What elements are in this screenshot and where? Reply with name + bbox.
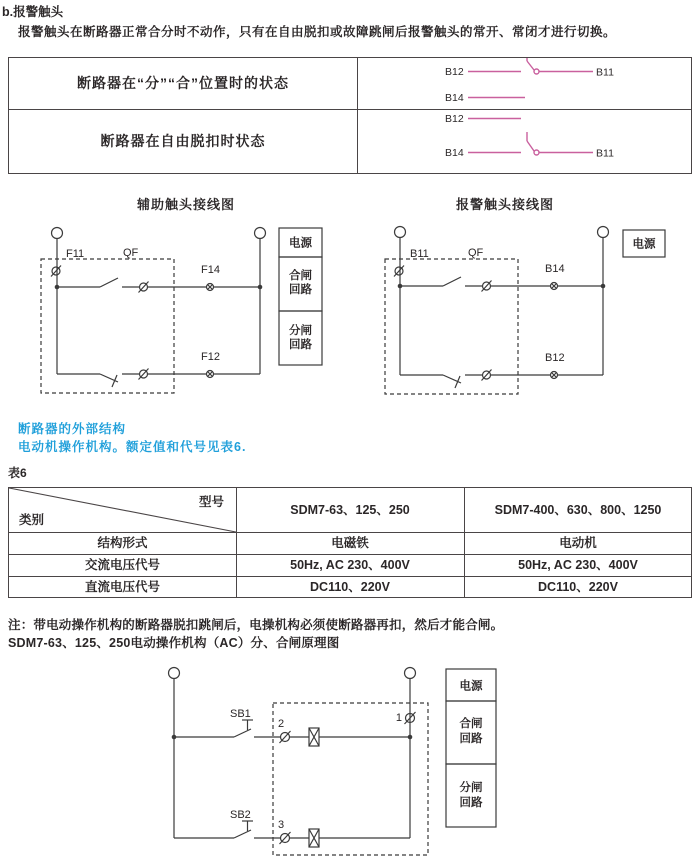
pushbutton-sb2-icon	[234, 821, 253, 838]
alarm-contact-open-state-icon	[468, 58, 593, 98]
alarm-contact-tripped-state-icon	[468, 119, 593, 156]
opening-circuit-box	[446, 764, 496, 827]
mechanism-dashed-boundary	[273, 703, 428, 855]
opening-label-2: 回路	[459, 797, 483, 809]
corner-label-model: 型号	[198, 495, 224, 509]
plug-terminal-icon	[139, 369, 149, 380]
blue-heading-motor: 电动机操作机构。额定值和代号见表6.	[18, 440, 247, 454]
table6-cell: 交流电压代号	[84, 558, 160, 572]
plug-terminal-icon	[139, 282, 149, 293]
state-row1-schematic	[357, 58, 693, 109]
corner-label-category: 类别	[19, 513, 45, 527]
terminal-label-b11: B11	[596, 147, 614, 160]
aux-contact-wiring-diagram	[40, 210, 332, 410]
contact-state-table	[8, 57, 692, 174]
screw-terminal-icon	[207, 371, 214, 378]
junction-dot	[408, 735, 413, 740]
opening-circuit-box	[279, 311, 322, 365]
state-row2-label: 断路器在自由脱扣时状态	[100, 133, 266, 149]
closing-label-1: 合闸	[289, 270, 312, 282]
coil-icon	[309, 829, 319, 847]
table6-cell: 结构形式	[97, 536, 148, 550]
breaker-dashed-boundary	[385, 259, 518, 394]
coil-icon	[309, 728, 319, 746]
plug-terminal-icon	[405, 712, 416, 724]
alarm-contact-wiring-diagram	[380, 210, 676, 410]
junction-dot	[601, 284, 606, 289]
label-t1: 1	[395, 712, 402, 724]
state-row2-schematic	[357, 109, 693, 173]
table6-cell: 50Hz, AC 230、400V	[518, 558, 638, 572]
table6-caption: 表6	[8, 466, 27, 480]
label-qf: QF	[123, 247, 139, 259]
label-qf: QF	[468, 247, 484, 259]
label-b11: B11	[410, 248, 429, 260]
aux-diagram-title: 辅助触头接线图	[136, 197, 235, 212]
label-sb2: SB2	[230, 809, 251, 821]
label-f14: F14	[201, 264, 220, 276]
label-sb1: SB1	[230, 708, 251, 720]
terminal-label-b11: B11	[596, 66, 614, 79]
opening-label-1: 分闸	[459, 782, 483, 794]
intro-paragraph: 报警触头在断路器正常合分时不动作，只有在自由脱扣或故障跳闸后报警触头的常开、常闭才进行切换。	[18, 25, 617, 39]
table6-cell: 电动机	[559, 536, 597, 550]
label-t3: 3	[278, 819, 285, 831]
closing-label-2: 回路	[459, 733, 483, 745]
table6-cell: 电磁铁	[331, 536, 369, 550]
table6-cell: DC110、220V	[310, 580, 390, 594]
no-contact-blade	[100, 278, 118, 287]
screw-terminal-icon	[551, 283, 558, 290]
plug-terminal-icon	[482, 281, 492, 292]
breaker-dashed-boundary	[41, 259, 174, 393]
opening-label-2: 回路	[289, 339, 312, 351]
closing-label-1: 合闸	[459, 718, 483, 730]
power-label: 电源	[289, 237, 312, 250]
table6-corner-cell	[9, 488, 236, 532]
pushbutton-sb1-icon	[234, 720, 253, 737]
terminal-circle	[598, 227, 609, 238]
junction-dot	[398, 284, 403, 289]
terminal-circle	[52, 228, 63, 239]
screw-terminal-icon	[207, 284, 214, 291]
junction-dot	[258, 285, 263, 290]
terminal-label-b14: B14	[445, 92, 464, 104]
table6	[8, 487, 692, 598]
terminal-label-b14: B14	[445, 147, 464, 159]
plug-terminal-icon	[280, 832, 291, 844]
plug-terminal-icon	[280, 731, 291, 743]
table6-cell: 50Hz, AC 230、400V	[290, 558, 410, 572]
junction-dot	[55, 285, 60, 290]
terminal-label-b12: B12	[445, 66, 464, 78]
terminal-circle	[169, 668, 180, 679]
closing-label-2: 回路	[289, 284, 312, 296]
plug-terminal-icon	[482, 370, 492, 381]
power-label: 电源	[459, 680, 483, 693]
label-f12: F12	[201, 351, 220, 363]
blue-heading-structure: 断路器的外部结构	[18, 422, 127, 436]
no-contact-blade	[443, 277, 461, 286]
terminal-circle	[395, 227, 406, 238]
table6-cell: DC110、220V	[538, 580, 618, 594]
label-b14: B14	[545, 263, 565, 275]
screw-terminal-icon	[551, 372, 558, 379]
plug-terminal-icon	[394, 266, 404, 277]
note-line2: SDM7-63、125、250电动操作机构（AC）分、合闸原理图	[8, 636, 340, 650]
plug-terminal-icon	[51, 266, 61, 277]
table6-header-col2: SDM7-400、630、800、1250	[494, 503, 662, 517]
state-row1-label: 断路器在“分”“合”位置时的状态	[77, 75, 289, 91]
power-label: 电源	[632, 238, 656, 251]
label-b12: B12	[545, 352, 565, 364]
motor-mechanism-diagram	[150, 663, 506, 861]
table6-cell: 直流电压代号	[84, 580, 160, 594]
alarm-diagram-title: 报警触头接线图	[455, 197, 554, 212]
note-line1: 注：带电动操作机构的断路器脱扣跳闸后，电操机构必须使断路器再扣，然后才能合闸。	[8, 618, 504, 632]
terminal-circle	[255, 228, 266, 239]
junction-dot	[172, 735, 177, 740]
label-f11: F11	[66, 248, 85, 260]
terminal-circle	[405, 668, 416, 679]
label-t2: 2	[278, 718, 285, 730]
opening-label-1: 分闸	[289, 325, 312, 337]
table6-header-col1: SDM7-63、125、250	[290, 503, 410, 517]
section-heading: b.报警触头	[2, 5, 64, 19]
terminal-label-b12: B12	[445, 113, 464, 125]
